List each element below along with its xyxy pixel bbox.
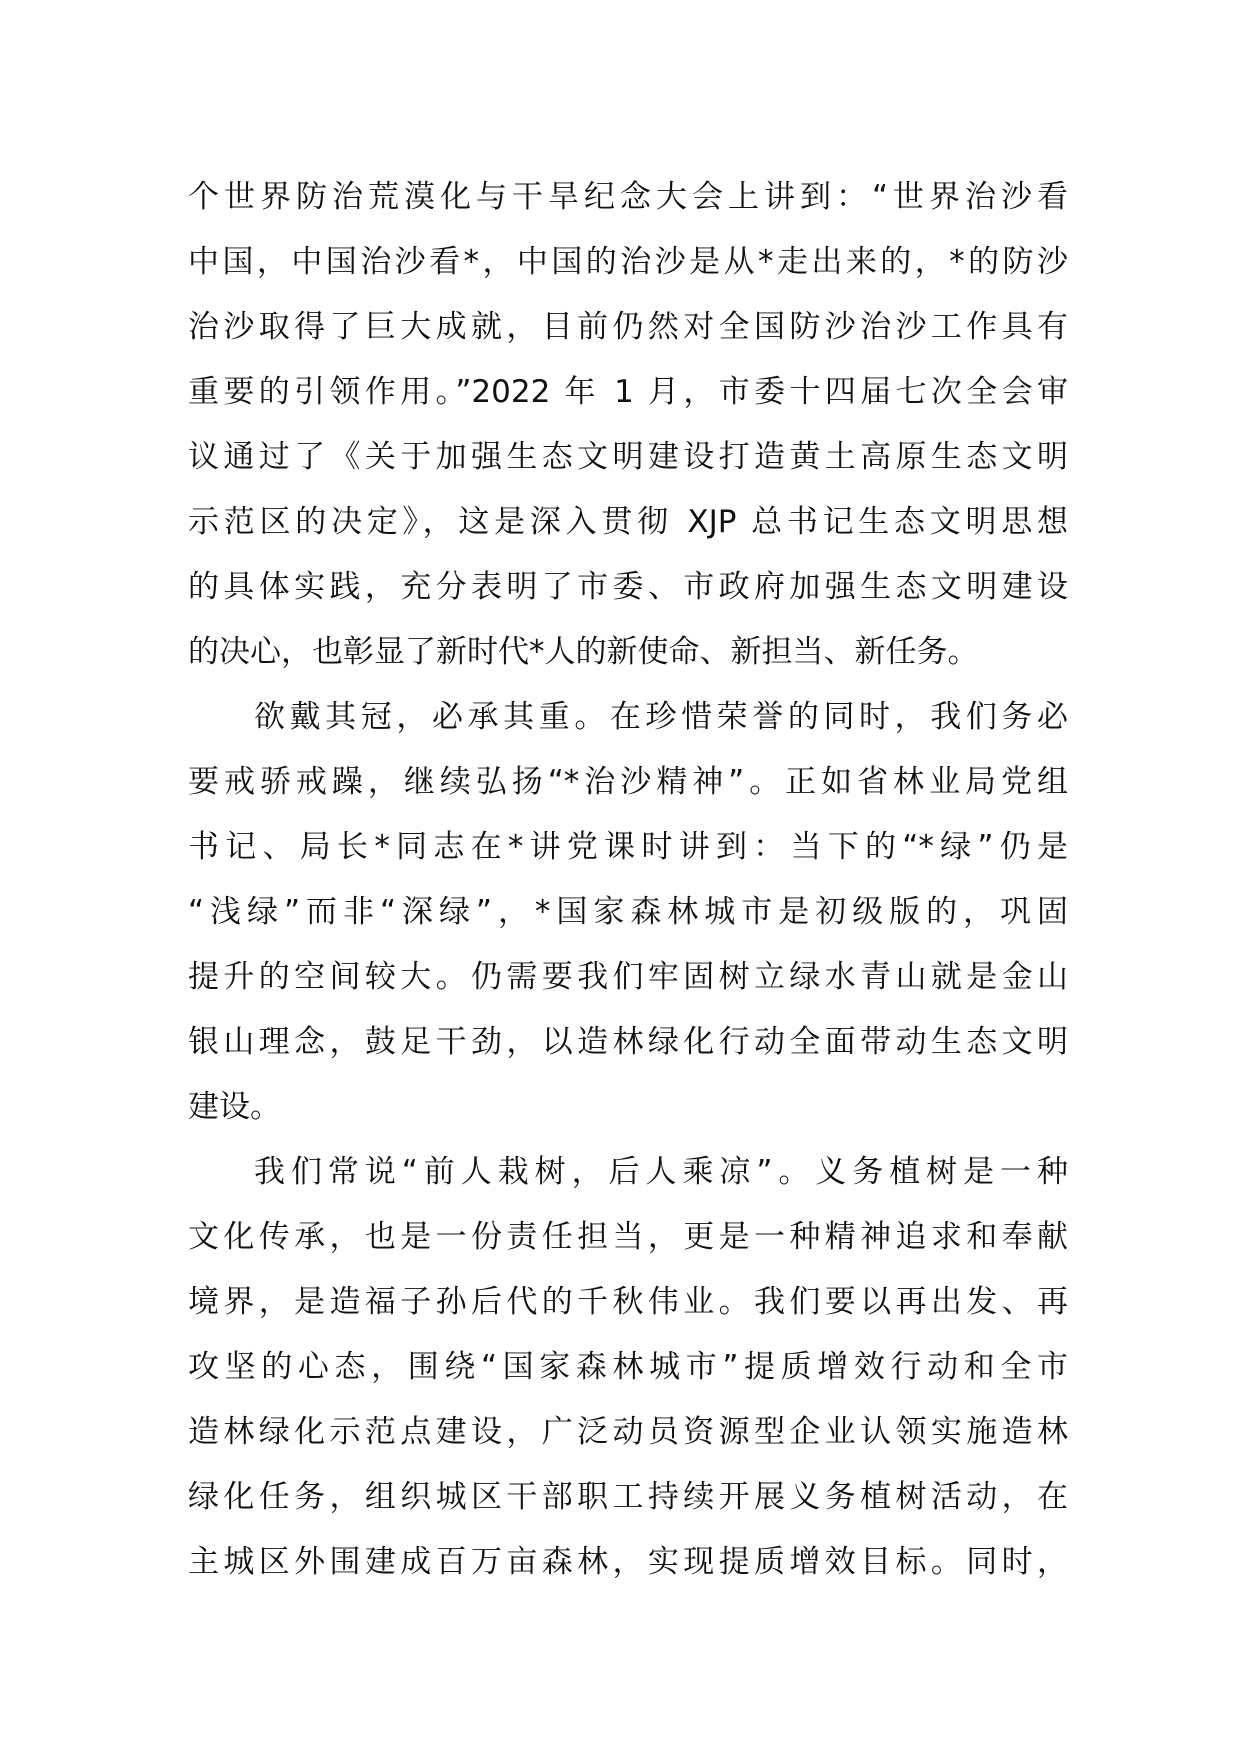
text-line: 要戒骄戒躁，继续弘扬“*治沙精神”。正如省林业局党组 xyxy=(188,764,1068,800)
paragraph-first-line: 欲戴其冠，必承其重。在珍惜荣誉的同时，我们务必 xyxy=(254,699,1068,735)
text-line: “浅绿”而非“深绿”，*国家森林城市是初级版的，巩固 xyxy=(188,894,1068,930)
text-line: 中国，中国治沙看*，中国的治沙是从*走出来的，*的防沙 xyxy=(188,244,1068,280)
text-line: 治沙取得了巨大成就，目前仍然对全国防沙治沙工作具有 xyxy=(188,309,1068,345)
paragraph-first-line: 我们常说“前人栽树，后人乘凉”。义务植树是一种 xyxy=(254,1154,1068,1190)
text-line: 攻坚的心态，围绕“国家森林城市”提质增效行动和全市 xyxy=(188,1349,1068,1385)
text-line: 文化传承，也是一份责任担当，更是一种精神追求和奉献 xyxy=(188,1219,1068,1255)
text-line: 示范区的决定》，这是深入贯彻 XJP 总书记生态文明思想 xyxy=(188,504,1068,540)
text-line: 的决心，也彰显了新时代*人的新使命、新担当、新任务。 xyxy=(188,634,979,670)
text-line: 的具体实践，充分表明了市委、市政府加强生态文明建设 xyxy=(188,569,1068,605)
text-line: 银山理念，鼓足干劲，以造林绿化行动全面带动生态文明 xyxy=(188,1024,1068,1060)
document-body xyxy=(188,165,1068,1595)
text-line: 造林绿化示范点建设，广泛动员资源型企业认领实施造林 xyxy=(188,1414,1068,1450)
text-line: 书记、局长*同志在*讲党课时讲到：当下的“*绿”仍是 xyxy=(188,829,1068,865)
text-line: 提升的空间较大。仍需要我们牢固树立绿水青山就是金山 xyxy=(188,959,1068,995)
text-line: 重要的引领作用。”2022 年 1 月，市委十四届七次全会审 xyxy=(188,374,1068,410)
text-line: 建设。 xyxy=(188,1089,281,1125)
text-line: 绿化任务，组织城区干部职工持续开展义务植树活动，在 xyxy=(188,1479,1068,1515)
text-line: 境界，是造福子孙后代的千秋伟业。我们要以再出发、再 xyxy=(188,1284,1068,1320)
text-line: 议通过了《关于加强生态文明建设打造黄土高原生态文明 xyxy=(188,439,1068,475)
text-line: 个世界防治荒漠化与干旱纪念大会上讲到：“世界治沙看 xyxy=(188,179,1068,215)
text-line: 主城区外围建成百万亩森林，实现提质增效目标。同时， xyxy=(188,1544,1068,1580)
